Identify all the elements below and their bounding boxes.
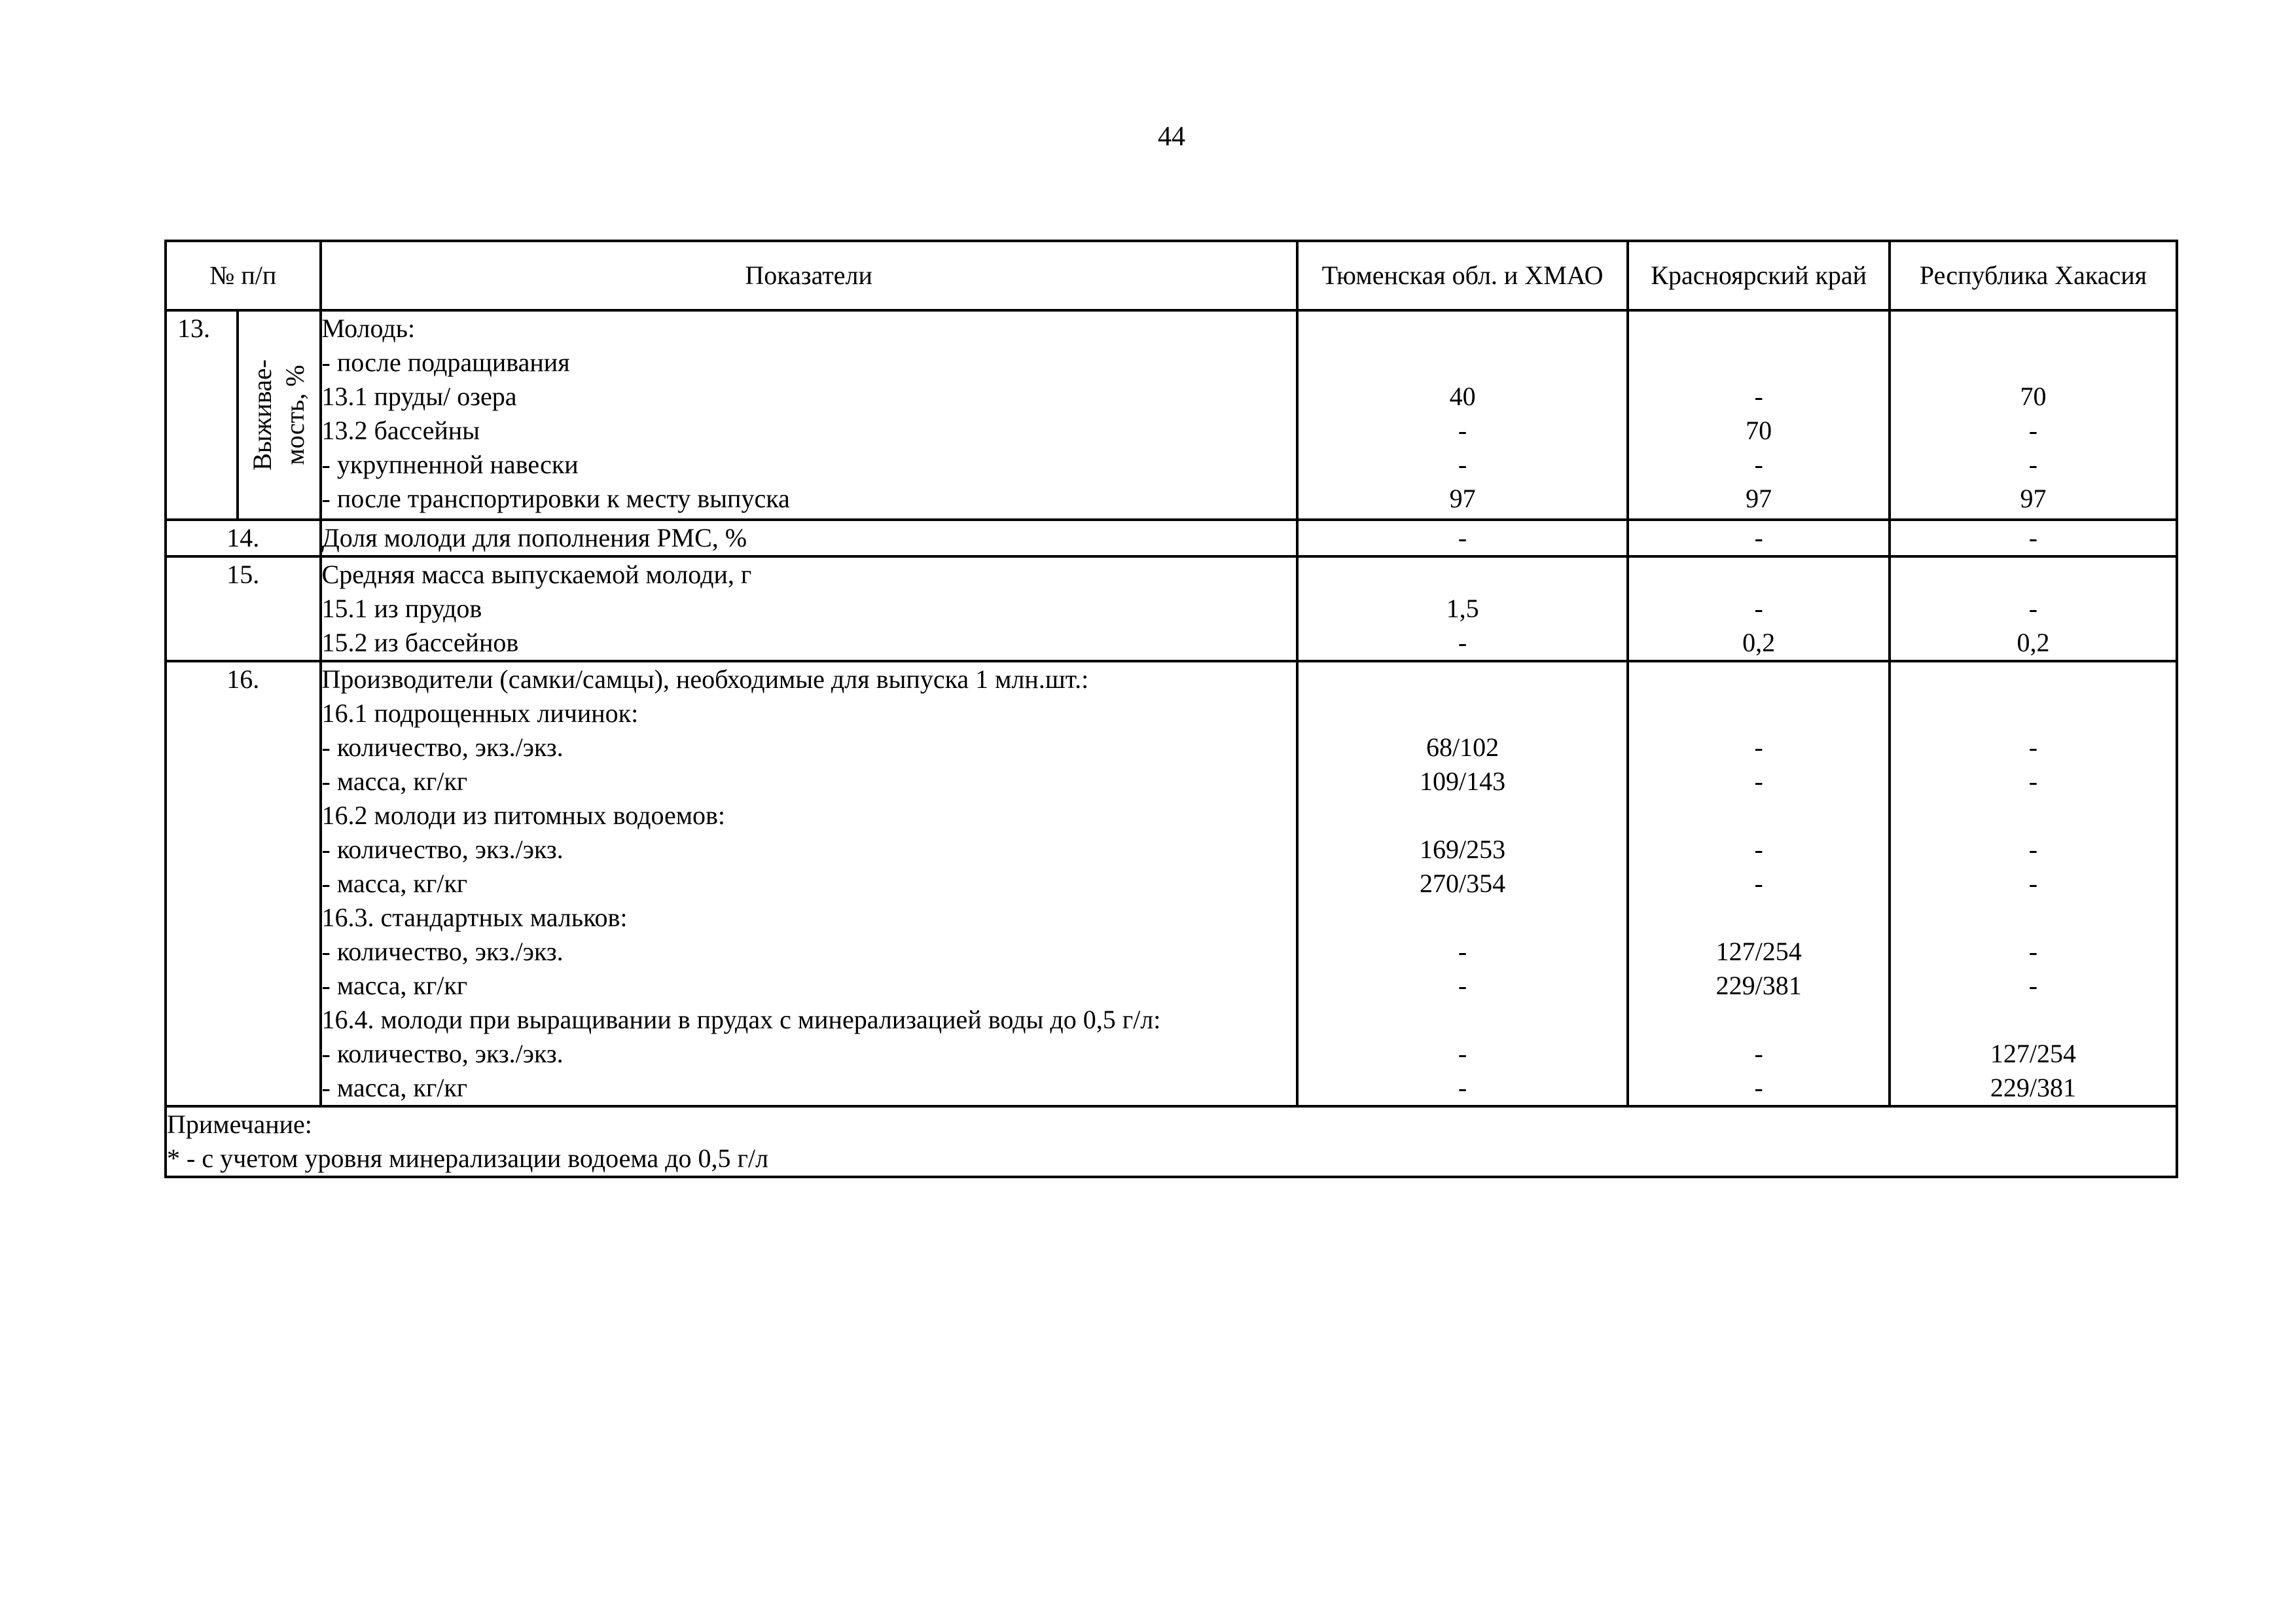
row-13-number: 13. xyxy=(177,314,210,343)
row-13-labels xyxy=(321,310,1297,520)
survival-label-cell xyxy=(236,312,319,518)
row-13-khakassia: 70 - - 97 xyxy=(1890,310,2177,520)
list-item: Средняя масса выпускаемой молоди, г xyxy=(321,560,752,589)
row-16-khakassia: - - - - - - 127/254 229/381 xyxy=(1890,661,2177,1106)
list-item: - после подращивания xyxy=(321,348,570,377)
note-text: * - с учетом уровня минерализации водоема до 0,5 г/л xyxy=(167,1144,768,1173)
table-row-15 xyxy=(166,556,2177,661)
row-16-tyumen: 68/102 109/143 169/253 270/354 - - - - xyxy=(1297,661,1628,1106)
list-item: - масса, кг/кг xyxy=(321,971,468,1000)
row-14-tyumen: - xyxy=(1297,520,1628,556)
row-16-number: 16. xyxy=(166,661,321,1106)
list-item: - количество, экз./экз. xyxy=(321,937,564,966)
page-number: 44 xyxy=(1158,122,1185,152)
list-item: 16.2 молоди из питомных водоемов: xyxy=(321,801,726,830)
list-item: - масса, кг/кг xyxy=(321,869,468,898)
list-item: 15.1 из прудов xyxy=(321,594,482,623)
list-item: 13.1 пруды/ озера xyxy=(321,382,517,411)
row-16-labels xyxy=(321,661,1297,1106)
row-13-number-cell xyxy=(166,310,321,520)
table-note xyxy=(166,1106,2177,1177)
table-header-row xyxy=(166,241,2177,310)
indicators-table xyxy=(164,240,2178,1178)
header-khakassia: Республика Хакасия xyxy=(1890,241,2177,310)
list-item: - масса, кг/кг xyxy=(321,1073,468,1102)
header-number: № п/п xyxy=(166,241,321,310)
row-14-number: 14. xyxy=(166,520,321,556)
row-14-khakassia: - xyxy=(1890,520,2177,556)
row-15-number: 15. xyxy=(166,556,321,661)
row-15-khakassia: - 0,2 xyxy=(1890,556,2177,661)
header-tyumen: Тюменская обл. и ХМАО xyxy=(1297,241,1628,310)
header-indicators: Показатели xyxy=(321,241,1297,310)
list-item: - укрупненной навески xyxy=(321,450,579,479)
row-15-labels xyxy=(321,556,1297,661)
row-14-label: Доля молоди для пополнения РМС, % xyxy=(321,520,1297,556)
list-item: - масса, кг/кг xyxy=(321,767,468,796)
row-15-tyumen: 1,5 - xyxy=(1297,556,1628,661)
row-13-krasnoyarsk: - 70 - 97 xyxy=(1628,310,1889,520)
list-item: Производители (самки/самцы), необходимые для выпуска 1 млн.шт.: xyxy=(321,664,1089,694)
list-item: - количество, экз./экз. xyxy=(321,1039,564,1068)
row-14-krasnoyarsk: - xyxy=(1628,520,1889,556)
header-krasnoyarsk: Красноярский край xyxy=(1628,241,1889,310)
survival-label: Выживае- мость, % xyxy=(247,359,310,471)
list-item: - после транспортировки к месту выпуска xyxy=(321,484,790,513)
list-item: - количество, экз./экз. xyxy=(321,835,564,864)
list-item: 15.2 из бассейнов xyxy=(321,628,519,657)
list-item: 16.3. стандартных мальков: xyxy=(321,903,628,932)
list-item: Молодь: xyxy=(321,314,416,343)
row-13-tyumen: 40 - - 97 xyxy=(1297,310,1628,520)
table-row-13 xyxy=(166,310,2177,520)
list-item: 16.1 подрощенных личинок: xyxy=(321,698,639,728)
list-item: 16.4. молоди при выращивании в прудах с минерализацией воды до 0,5 г/л: xyxy=(321,1005,1161,1034)
table-note-row xyxy=(166,1106,2177,1177)
row-15-krasnoyarsk: - 0,2 xyxy=(1628,556,1889,661)
table-row-14 xyxy=(166,520,2177,556)
note-title: Примечание: xyxy=(167,1110,312,1139)
list-item: 13.2 бассейны xyxy=(321,416,480,445)
table-row-16 xyxy=(166,661,2177,1106)
row-16-krasnoyarsk: - - - - 127/254 229/381 - - xyxy=(1628,661,1889,1106)
list-item: - количество, экз./экз. xyxy=(321,732,564,762)
